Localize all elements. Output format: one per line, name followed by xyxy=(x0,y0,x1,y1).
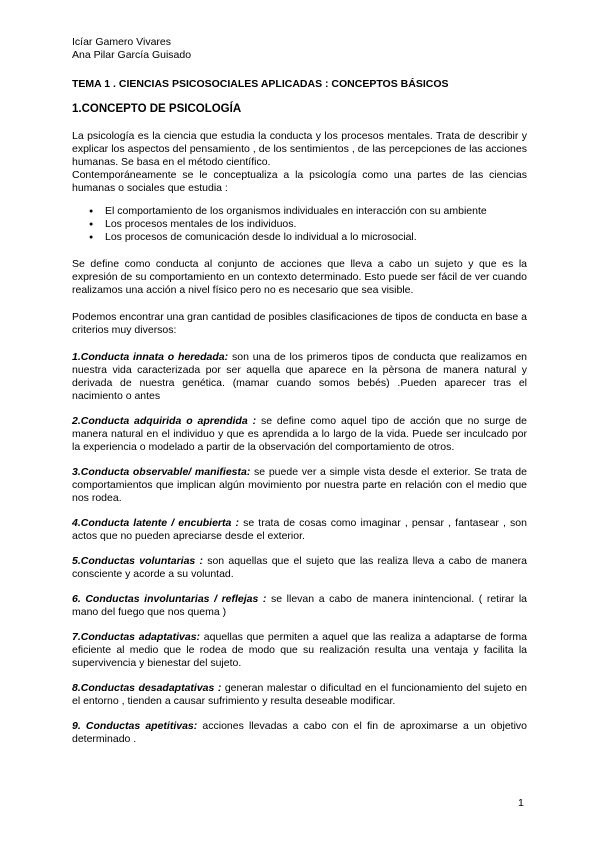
bullet-item: ● Los procesos mentales de los individuos. xyxy=(72,218,527,231)
conduct-type-item xyxy=(72,682,527,708)
conduct-type-definition: aquellas que permiten a aquel que las realiza a adaptarse de forma eficiente al medio que le rodea de modo que su realización resulta una ventaja y facilita la supervivencia y bienestar del sujeto. xyxy=(72,631,527,669)
bullet-list xyxy=(72,205,527,244)
conduct-paragraph: Se define como conducta al conjunto de acciones que lleva a cabo un sujeto y que es la expresión de su comportamiento en un contexto determinado. Esto puede ser fácil de ver cuando realizamos una acción a nivel físico pero no es necesario que sea visible. xyxy=(72,258,527,296)
conduct-type-item xyxy=(72,720,527,746)
conduct-type-term: 7.Conductas adaptativas: xyxy=(72,631,201,643)
conduct-type-item xyxy=(72,466,527,505)
conduct-type-item xyxy=(72,517,527,543)
conduct-type-item xyxy=(72,415,527,454)
document-title: TEMA 1 . CIENCIAS PSICOSOCIALES APLICADAS : CONCEPTOS BÁSICOS xyxy=(72,78,449,90)
conduct-type-item xyxy=(72,631,527,670)
conduct-type-definition: son una de los primeros tipos de conducta que realizamos en nuestra vida caracterizada por ser aquella que aparece en la pèrsona de manera natural y derivada de nuestra genética. (mamar cuando somos bebés) .Pueden aparecer tras el nacimiento o antes xyxy=(72,351,527,402)
conduct-type-item xyxy=(72,351,527,403)
conduct-type-term: 9. Conductas apetitivas: xyxy=(72,720,198,732)
conduct-type-term: 6. Conductas involuntarias / reflejas : xyxy=(72,593,267,605)
author-name: Icíar Gamero Vivares xyxy=(72,36,172,48)
conduct-type-definition: son aquellas que el sujeto que las realiza lleva a cabo de manera consciente y acorde a su voluntad. xyxy=(72,555,527,580)
classification-paragraph: Podemos encontrar una gran cantidad de posibles clasificaciones de tipos de conducta en base a criterios muy diversos: xyxy=(72,311,527,336)
conduct-type-term: 4.Conducta latente / encubierta : xyxy=(72,517,239,529)
conduct-type-definition: acciones llevadas a cabo con el fin de aproximarse a un objetivo determinado . xyxy=(72,720,527,745)
conduct-type-item xyxy=(72,593,527,619)
conduct-type-term: 1.Conducta innata o heredada: xyxy=(72,351,229,363)
section-heading: 1.CONCEPTO DE PSICOLOGÍA xyxy=(72,103,242,115)
conduct-type-definition: se trata de cosas como imaginar , pensar , fantasear , son actos que no pueden apreciarse desde el exterior. xyxy=(72,517,527,542)
conduct-type-definition: generan malestar o dificultad en el funcionamiento del sujeto en el entorno , tienden a causar sufrimiento y resulta deseable modificar. xyxy=(72,682,527,707)
conduct-type-definition: se define como aquel tipo de acción que no surge de manera natural en el individuo y que es aprendida a lo largo de la vida. Puede ser inculcado por la experiencia o modelado a partir de la observación del comportamiento de otros. xyxy=(72,415,527,453)
bullet-item: ● El comportamiento de los organismos individuales en interacción con su ambiente xyxy=(72,205,527,218)
author-name: Ana Pilar García Guisado xyxy=(72,49,192,61)
conduct-type-term: 2.Conducta adquirida o aprendida : xyxy=(72,415,257,427)
intro-paragraph: La psicología es la ciencia que estudia la conducta y los procesos mentales. Trata de describir y explicar los aspectos del pensamiento , de los sentimientos , de las percepciones de las acciones humanas. Se basa en el método científico. xyxy=(72,130,527,168)
conduct-type-item xyxy=(72,555,527,581)
contemporary-paragraph: Contemporáneamente se le conceptualiza a la psicología como una partes de las ciencias humanas o sociales que estudia : xyxy=(72,169,527,194)
conduct-type-term: 8.Conductas desadaptativas : xyxy=(72,682,222,694)
bullet-item: ● Los procesos de comunicación desde lo individual a lo microsocial. xyxy=(72,231,527,244)
conduct-type-term: 3.Conducta observable/ manifiesta: xyxy=(72,466,251,478)
conduct-type-definition: se puede ver a simple vista desde el exterior. Se trata de comportamientos que implican algún movimiento por nuestra parte en relación con el medio que nos rodea. xyxy=(72,466,527,504)
conduct-type-definition: se llevan a cabo de manera inintencional. ( retirar la mano del fuego que nos quema ) xyxy=(72,593,527,618)
page-content xyxy=(72,36,527,746)
page-number: 1 xyxy=(518,797,524,809)
conduct-type-term: 5.Conductas voluntarias : xyxy=(72,555,203,567)
